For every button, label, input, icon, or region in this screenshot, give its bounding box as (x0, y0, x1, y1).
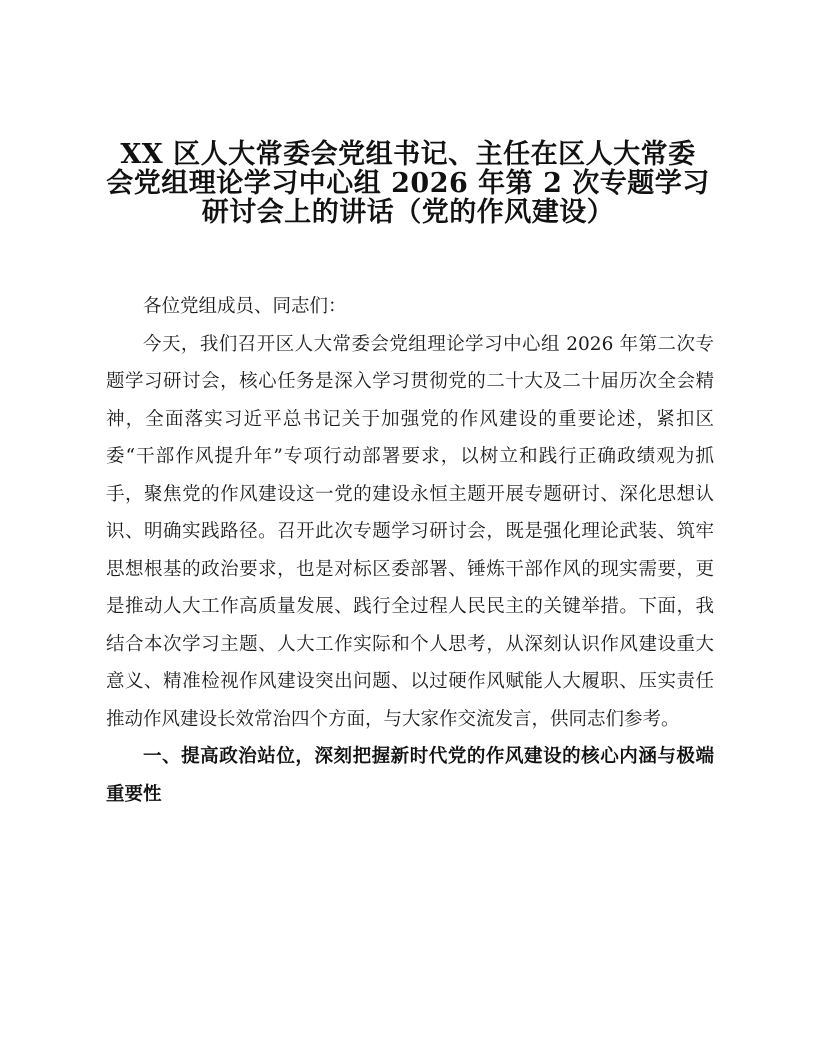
section-heading-1: 一、提高政治站位，深刻把握新时代党的作风建设的核心内涵与极端重要性 (106, 746, 714, 805)
title-line-3: 研讨会上的讲话（党的作风建设） (201, 197, 615, 228)
title-line-1: XX 区人大常委会党组书记、主任在区人大常委 (120, 139, 696, 170)
salutation: 各位党组成员、同志们： (143, 296, 347, 317)
document-body (106, 288, 714, 813)
document-title (100, 140, 716, 227)
title-line-2: 会党组理论学习中心组 2026 年第 2 次专题学习 (106, 168, 710, 199)
opening-paragraph: 今天，我们召开区人大常委会党组理论学习中心组 2026 年第二次专题学习研讨会，核心任务是深入学习贯彻党的二十大及二十届历次全会精神，全面落实习近平总书记关于加强党的作风建设的重要论述，紧扣区委“干部作风提升年”专项行动部署要求，以树立和践行正确政绩观为抓手，聚焦党的作风建设这一党的建设永恒主题开展专题研讨、深化思想认识、明确实践路径。召开此次专题学习研讨会，既是强化理论武装、筑牢思想根基的政治要求，也是对标区委部署、锤炼干部作风的现实需要，更是推动人大工作高质量发展、践行全过程人民民主的关键举措。下面，我结合本次学习主题、人大工作实际和个人思考，从深刻认识作风建设重大意义、精准检视作风建设突出问题、以过硬作风赋能人大履职、压实责任推动作风建设长效常治四个方面，与大家作交流发言，供同志们参考。 (106, 333, 714, 730)
